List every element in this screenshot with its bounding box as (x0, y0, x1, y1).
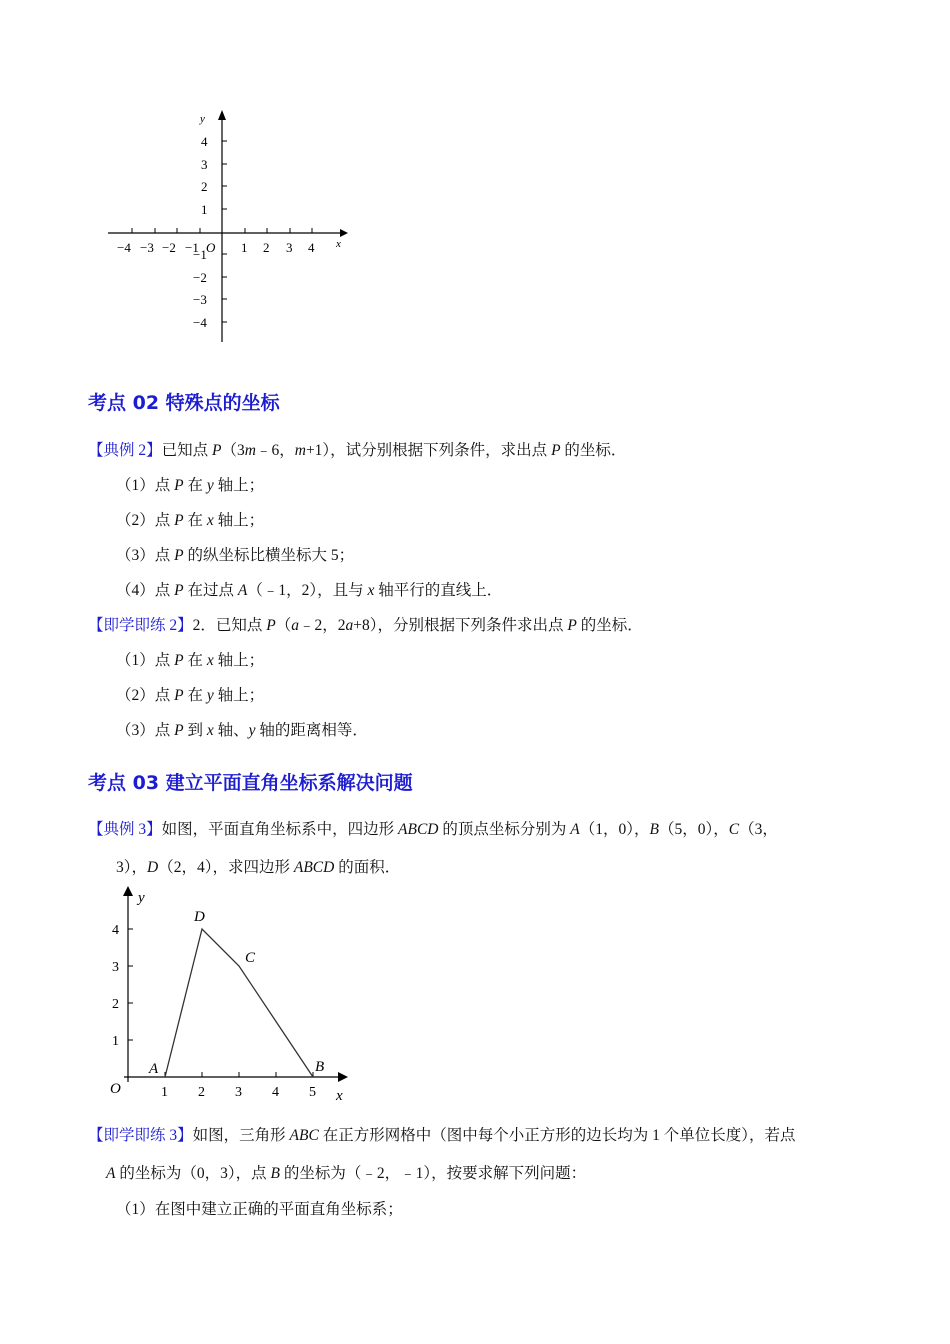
x-tick-neg1: −1 (185, 240, 199, 255)
x-axis-arrow (340, 229, 348, 237)
y-tick-neg4: −4 (193, 315, 207, 330)
example-2-tag: 【典例 2】 (88, 442, 162, 459)
chart-y-tick-label: 1 (112, 1034, 119, 1049)
example-2-item-3: （3）点 P 的纵坐标比横坐标大 5； (116, 547, 355, 564)
chart-y-label: y (138, 890, 145, 906)
chart-y-tick-label: 3 (112, 960, 119, 975)
chart-x-tick-label: 3 (235, 1085, 242, 1100)
chart-y-tick-label: 4 (112, 923, 119, 938)
x-tick-2: 2 (263, 240, 270, 255)
practice-2-item-2: （2）点 P 在 y 轴上； (116, 687, 265, 704)
vertex-label-d: D (194, 909, 205, 925)
example-3-tag: 【典例 3】 (88, 821, 162, 838)
practice-2-item-3: （3）点 P 到 x 轴、y 轴的距离相等． (116, 722, 368, 739)
x-tick-neg4: −4 (117, 240, 131, 255)
coordinate-axes-figure (100, 104, 360, 354)
section-heading-02: 考点 02 特殊点的坐标 (88, 392, 280, 414)
chart-x-tick-label: 2 (198, 1085, 205, 1100)
chart-x-axis-arrow (338, 1072, 348, 1082)
x-tick-4: 4 (308, 240, 315, 255)
chart-y-axis-arrow (123, 886, 133, 896)
practice-2-statement: 【即学即练 2】2．已知点 P（a﹣2，2a+8），分别根据下列条件求出点 P 的坐标． (88, 617, 643, 634)
y-axis-label: y (200, 113, 205, 125)
chart-x-tick-label: 1 (161, 1085, 168, 1100)
section-heading-03: 考点 03 建立平面直角坐标系解决问题 (88, 772, 413, 794)
quadrilateral-chart (100, 880, 360, 1110)
practice-2-item-1: （1）点 P 在 x 轴上； (116, 652, 265, 669)
vertex-label-a: A (149, 1061, 159, 1077)
x-tick-1: 1 (241, 240, 248, 255)
example-3-line-2: 3），D（2，4），求四边形 ABCD 的面积． (116, 859, 401, 876)
practice-3-item-1: （1）在图中建立正确的平面直角坐标系； (116, 1201, 403, 1218)
x-tick-3: 3 (286, 240, 293, 255)
x-tick-neg3: −3 (140, 240, 154, 255)
y-tick-neg3: −3 (193, 292, 207, 307)
practice-2-tag: 【即学即练 2】 (88, 617, 193, 634)
y-tick-neg2: −2 (193, 270, 207, 285)
y-axis-arrow (218, 110, 226, 120)
chart-origin-label: O (110, 1081, 121, 1097)
chart-y-tick-label: 2 (112, 997, 119, 1012)
y-tick-2: 2 (201, 179, 208, 194)
y-tick-1: 1 (201, 202, 208, 217)
example-2-statement: 【典例 2】已知点 P（3m﹣6，m+1），试分别根据下列条件，求出点 P 的坐标． (88, 442, 627, 459)
example-2-item-2: （2）点 P 在 x 轴上； (116, 512, 265, 529)
example-3-line-1: 【典例 3】如图，平面直角坐标系中，四边形 ABCD 的顶点坐标分别为 A（1，0），B（5，0），C（3， (88, 821, 778, 838)
quadrilateral-outline (165, 929, 313, 1077)
example-2-item-1: （1）点 P 在 y 轴上； (116, 477, 265, 494)
practice-3-tag: 【即学即练 3】 (88, 1127, 193, 1144)
practice-3-line-2: A 的坐标为（0，3），点 B 的坐标为（﹣2，﹣1），按要求解下列问题： (106, 1165, 587, 1182)
origin-label: O (206, 240, 216, 255)
chart-x-tick-label: 5 (309, 1085, 316, 1100)
y-tick-4: 4 (201, 134, 208, 149)
vertex-label-c: C (245, 950, 256, 966)
x-axis-label: x (336, 238, 341, 250)
practice-3-line-1: 【即学即练 3】如图，三角形 ABC 在正方形网格中（图中每个小正方形的边长均为 1 个单位长度），若点 (88, 1127, 796, 1144)
x-tick-neg2: −2 (162, 240, 176, 255)
y-tick-neg1: −1 (193, 247, 207, 262)
chart-x-label: x (336, 1088, 343, 1104)
y-tick-3: 3 (201, 157, 208, 172)
chart-x-tick-label: 4 (272, 1085, 279, 1100)
example-2-item-4: （4）点 P 在过点 A（﹣1，2），且与 x 轴平行的直线上． (116, 582, 503, 599)
vertex-label-b: B (315, 1059, 325, 1075)
